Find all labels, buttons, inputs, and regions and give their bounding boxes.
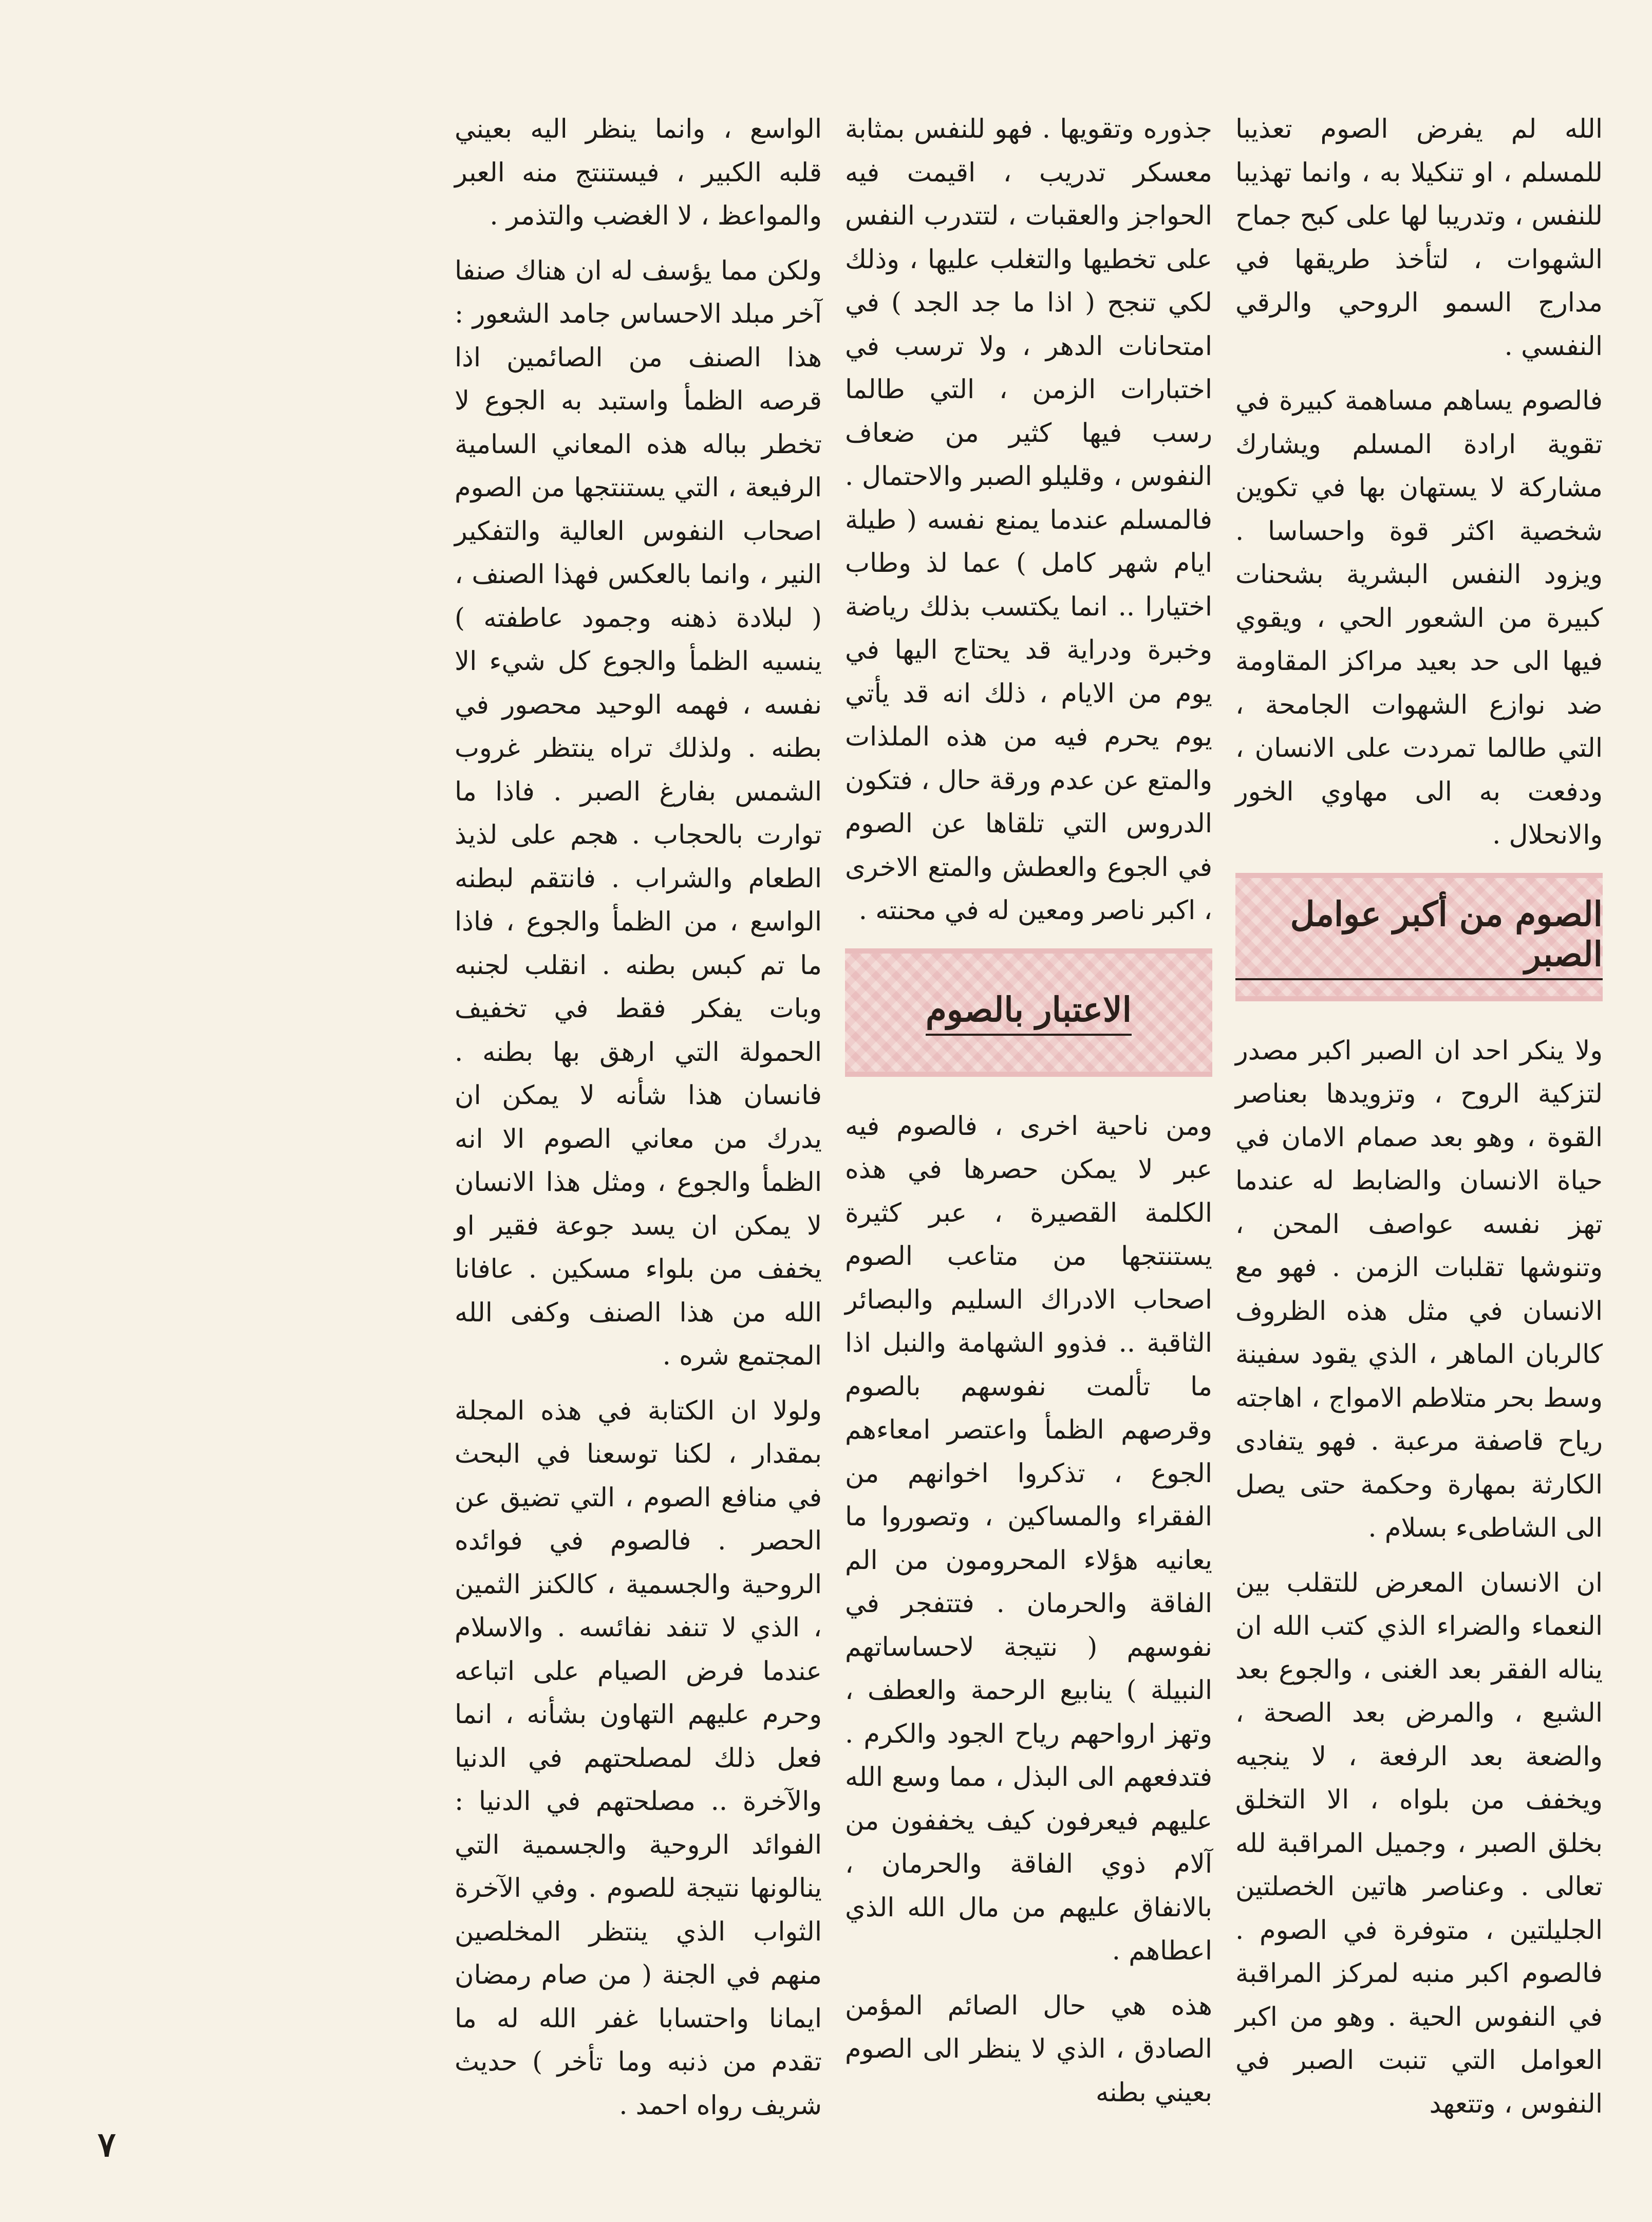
paragraph: الله لم يفرض الصوم تعذيبا للمسلم ، او تنكيلا به ، وانما تهذيبا للنفس ، وتدريبا لها على كبح جماح الشهوات ، لتأخذ طريقها في مدارج السمو الروحي والرقي النفسي . xyxy=(1235,114,1603,362)
page-number: ٧ xyxy=(98,2124,116,2164)
column-1 xyxy=(1235,108,1603,2119)
paragraph: جذوره وتقويها . فهو للنفس بمثابة معسكر تدريب ، اقيمت فيه الحواجز والعقبات ، لتتدرب النفس على تخطيها والتغلب عليها ، وذلك لكي تنجح ( اذا ما جد الجد ) في امتحانات الدهر ، ولا ترسب في اختبارات الزمن ، التي طالما رسب فيها كثير من ضعاف النفوس ، وقليلو الصبر والاحتمال . فالمسلم عندما يمنع نفسه ( طيلة ايام شهر كامل ) عما لذ وطاب اختيارا .. انما يكتسب بذلك رياضة وخبرة ودراية قد يحتاج اليها في يوم من الايام ، ذلك انه قد يأتي يوم يحرم فيه من هذه الملذات والمتع عن عدم ورقة حال ، فتكون الدروس التي تلقاها عن الصوم في الجوع والعطش والمتع الاخرى ، اكبر ناصر ومعين له في محنته . xyxy=(845,114,1212,926)
paragraph: ومن ناحية اخرى ، فالصوم فيه عبر لا يمكن حصرها في هذه الكلمة القصيرة ، عبر كثيرة يستنتجها من متاعب الصوم اصحاب الادراك السليم والبصائر الثاقبة .. فذوو الشهامة والنبل اذا ما تألمت نفوسهم بالصوم وقرصهم الظمأ واعتصر امعاءهم الجوع ، تذكروا اخوانهم من الفقراء والمساكين ، وتصوروا ما يعانيه هؤلاء المحرومون من الم الفاقة والحرمان . فتتفجر في نفوسهم ( نتيجة لاحساساتهم النبيلة ) ينابيع الرحمة والعطف ، وتهز ارواحهم رياح الجود والكرم . فتدفعهم الى البذل ، مما وسع الله عليهم فيعرفون كيف يخففون من آلام ذوي الفاقة والحرمان ، بالانفاق عليهم من مال الله الذي اعطاهم . xyxy=(845,1111,1212,1966)
paragraph: ولا ينكر احد ان الصبر اكبر مصدر لتزكية الروح ، وتزويدها بعناصر القوة ، وهو بعد صمام الامان في حياة الانسان والضابط له عندما تهز نفسه عواصف المحن ، وتنوشها تقلبات الزمن . فهو مع الانسان في مثل هذه الظروف كالربان الماهر ، الذي يقود سفينة وسط بحر متلاطم الامواج ، اهاجته رياح قاصفة مرعبة . فهو يتفادى الكارثة بمهارة وحكمة حتى يصل الى الشاطىء بسلام . xyxy=(1235,1035,1603,1543)
column-2 xyxy=(845,108,1212,2108)
paragraph: ولولا ان الكتابة في هذه المجلة بمقدار ، لكنا توسعنا في البحث في منافع الصوم ، التي تضيق عن الحصر . فالصوم في فوائده الروحية والجسمية ، كالكنز الثمين ، الذي لا تنفد نفائسه . والاسلام عندما فرض الصيام على اتباعه وحرم عليهم التهاون بشأنه ، انما فعل ذلك لمصلحتهم في الدنيا والآخرة .. مصلحتهم في الدنيا : الفوائد الروحية والجسمية التي ينالونها نتيجة للصوم . وفي الآخرة الثواب الذي ينتظر المخلصين منهم في الجنة ( من صام رمضان ايمانا واحتسابا غفر الله له ما تقدم من ذنبه وما تأخر ) حديث شريف رواه احمد . xyxy=(455,1395,822,2121)
paragraph: فالصوم يساهم مساهمة كبيرة في تقوية ارادة المسلم ويشارك مشاركة لا يستهان بها في تكوين شخصية اكثر قوة واحساسا . ويزود النفس البشرية بشحنات كبيرة من الشعور الحي ، ويقوي فيها الى حد بعيد مراكز المقاومة ضد نوازع الشهوات الجامحة ، التي طالما تمردت على الانسان ، ودفعت به الى مهاوي الخور والانحلال . xyxy=(1235,386,1603,850)
paragraph: ولكن مما يؤسف له ان هناك صنفا آخر مبلد الاحساس جامد الشعور : هذا الصنف من الصائمين اذا قرصه الظمأ واستبد به الجوع لا تخطر بباله هذه المعاني السامية الرفيعة ، التي يستنتجها من الصوم اصحاب النفوس العالية والتفكير النير ، وانما بالعكس فهذا الصنف ، ( لبلادة ذهنه وجمود عاطفته ) ينسيه الظمأ والجوع كل شيء الا نفسه ، فهمه الوحيد محصور في بطنه . ولذلك تراه ينتظر غروب الشمس بفارغ الصبر . فاذا ما توارت بالحجاب . هجم على لذيذ الطعام والشراب . فانتقم لبطنه الواسع ، من الظمأ والجوع ، فاذا ما تم كبس بطنه . انقلب لجنبه وبات يفكر فقط في تخفيف الحمولة التي ارهق بها بطنه . فانسان هذا شأنه لا يمكن ان يدرك من معاني الصوم الا انه الظمأ والجوع ، ومثل هذا الانسان لا يمكن ان يسد جوعة فقير او يخفف من بلواء مسكين . عافانا الله من هذا الصنف وكفى الله المجتمع شره . xyxy=(455,255,822,1371)
article-page xyxy=(67,108,1603,2121)
section-heading-box xyxy=(1235,873,1603,1001)
section-heading-patience: الصوم من أكبر عوامل الصبر xyxy=(1235,894,1603,980)
section-heading-lesson: الاعتبار بالصوم xyxy=(926,989,1132,1036)
section-heading-box xyxy=(845,948,1212,1077)
paragraph: الواسع ، وانما ينظر اليه بعيني قلبه الكبير ، فيستنتج منه العبر والمواعظ ، لا الغضب والتذمر . xyxy=(455,114,822,231)
paragraph: هذه هي حال الصائم المؤمن الصادق ، الذي لا ينظر الى الصوم بعيني بطنه xyxy=(845,1990,1212,2108)
column-3 xyxy=(455,108,822,2121)
paragraph: ان الانسان المعرض للتقلب بين النعماء والضراء الذي كتب الله ان يناله الفقر بعد الغنى ، والجوع بعد الشبع ، والمرض بعد الصحة ، والضعة بعد الرفعة ، لا ينجيه ويخفف من بلواه ، الا التخلق بخلق الصبر ، وجميل المراقبة لله تعالى . وعناصر هاتين الخصلتين الجليلتين ، متوفرة في الصوم . فالصوم اكبر منبه لمركز المراقبة في النفوس الحية . وهو من اكبر العوامل التي تنبت الصبر في النفوس ، وتتعهد xyxy=(1235,1567,1603,2119)
